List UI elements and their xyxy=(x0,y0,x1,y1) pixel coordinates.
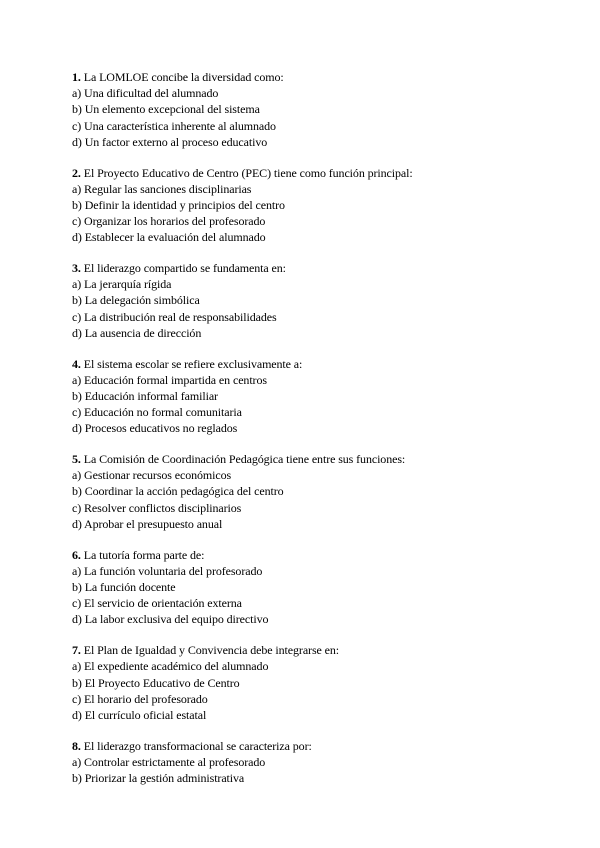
answer-option: a) La función voluntaria del profesorado xyxy=(72,563,263,578)
question-heading xyxy=(72,547,552,563)
question-number: 6. xyxy=(72,547,81,562)
question-number: 5. xyxy=(72,452,81,467)
question-list xyxy=(72,69,552,801)
answer-option: b) La delegación simbólica xyxy=(72,293,200,308)
answer-option: d) La ausencia de dirección xyxy=(72,325,202,340)
answer-option: d) Procesos educativos no reglados xyxy=(72,421,238,436)
question-text: La LOMLOE concibe la diversidad como: xyxy=(83,70,284,84)
answer-option: d) La labor exclusiva del equipo directivo xyxy=(72,612,269,627)
answer-option: a) Una dificultad del alumnado xyxy=(72,86,219,101)
answer-option: a) Gestionar recursos económicos xyxy=(72,468,232,483)
question-heading xyxy=(72,738,552,754)
question-number: 1. xyxy=(72,70,81,84)
question-heading xyxy=(72,356,552,372)
question-block xyxy=(72,642,552,723)
answer-option: a) El expediente académico del alumnado xyxy=(72,659,269,674)
answer-option: c) Una característica inherente al alumnado xyxy=(72,118,276,133)
answer-option: c) Organizar los horarios del profesorado xyxy=(72,214,266,229)
question-block xyxy=(72,738,552,787)
question-heading xyxy=(72,451,552,467)
answer-option: b) Coordinar la acción pedagógica del centro xyxy=(72,484,284,499)
answer-option: c) El horario del profesorado xyxy=(72,691,208,706)
answer-option: c) Educación no formal comunitaria xyxy=(72,405,242,420)
answer-option: b) Un elemento excepcional del sistema xyxy=(72,102,260,117)
question-heading xyxy=(72,69,552,85)
answer-option: d) Un factor externo al proceso educativo xyxy=(72,134,268,149)
answer-option: b) La función docente xyxy=(72,579,176,594)
question-heading xyxy=(72,642,552,658)
answer-option: a) La jerarquía rígida xyxy=(72,277,172,292)
question-block xyxy=(72,69,552,150)
answer-option: b) El Proyecto Educativo de Centro xyxy=(72,675,240,690)
question-block xyxy=(72,260,552,341)
answer-option: c) La distribución real de responsabilidades xyxy=(72,309,277,324)
answer-option: b) Definir la identidad y principios del centro xyxy=(72,197,285,212)
answer-option: d) El currículo oficial estatal xyxy=(72,707,207,722)
question-text: El Proyecto Educativo de Centro (PEC) tiene como función principal: xyxy=(83,165,413,180)
question-text: El sistema escolar se refiere exclusivamente a: xyxy=(83,356,303,371)
question-heading xyxy=(72,260,552,276)
question-text: El liderazgo transformacional se caracteriza por: xyxy=(83,738,312,753)
answer-option: b) Educación informal familiar xyxy=(72,388,218,403)
question-number: 2. xyxy=(72,165,81,180)
question-text: El liderazgo compartido se fundamenta en: xyxy=(83,261,286,276)
question-text: La Comisión de Coordinación Pedagógica tiene entre sus funciones: xyxy=(83,452,406,467)
answer-option: b) Priorizar la gestión administrativa xyxy=(72,771,245,786)
answer-option: d) Establecer la evaluación del alumnado xyxy=(72,230,266,245)
question-block xyxy=(72,451,552,532)
question-block xyxy=(72,547,552,628)
answer-option: c) Resolver conflictos disciplinarios xyxy=(72,500,242,515)
question-heading xyxy=(72,165,552,181)
answer-option: d) Aprobar el presupuesto anual xyxy=(72,516,223,531)
question-text: El Plan de Igualdad y Convivencia debe integrarse en: xyxy=(83,643,339,658)
question-number: 8. xyxy=(72,738,81,753)
question-block xyxy=(72,165,552,246)
question-text: La tutoría forma parte de: xyxy=(83,547,205,562)
question-number: 3. xyxy=(72,261,81,276)
answer-option: c) El servicio de orientación externa xyxy=(72,596,242,611)
answer-option: a) Regular las sanciones disciplinarias xyxy=(72,181,252,196)
answer-option: a) Controlar estrictamente al profesorado xyxy=(72,754,266,769)
question-number: 4. xyxy=(72,356,81,371)
answer-option: a) Educación formal impartida en centros xyxy=(72,372,267,387)
question-block xyxy=(72,356,552,437)
question-number: 7. xyxy=(72,643,81,658)
